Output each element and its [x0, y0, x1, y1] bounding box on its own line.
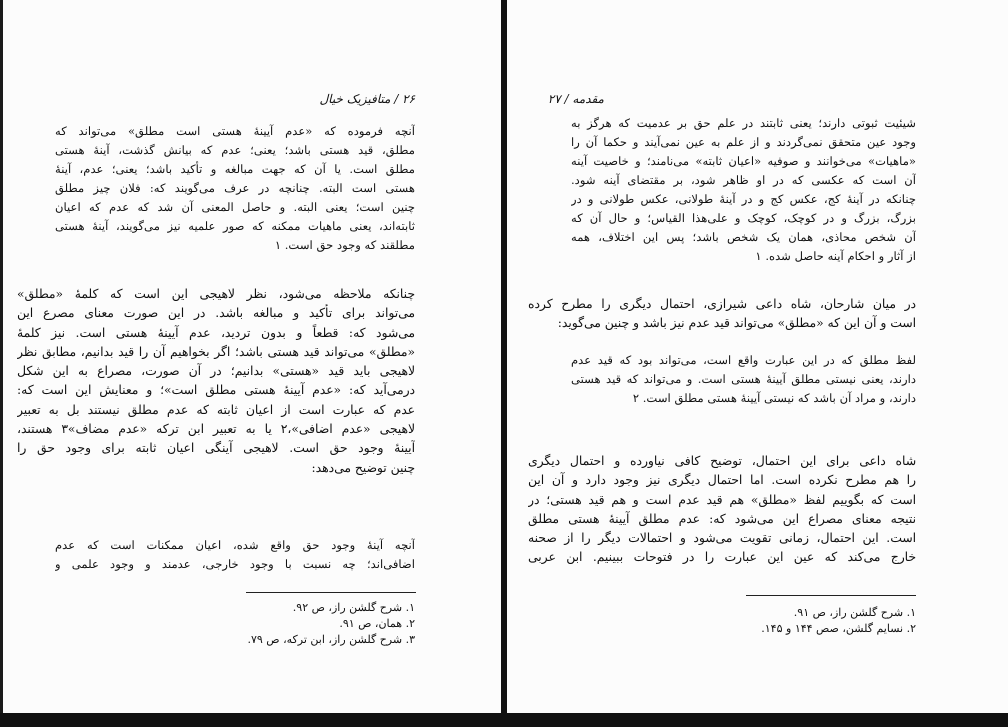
text-line: آیینهٔ وجود حق است. لاهیجی آینگی اعیان ثابته برای وجود حق را — [17, 441, 415, 456]
text-line: است که بگوییم لفظ «مطلق» هم قید عدم است و هم قید هستی؛ در — [528, 492, 916, 507]
text-line: آن است که عکسی که در او ظاهر شود، بر مقتضای آینه شود. — [571, 173, 916, 187]
footnote: ۳. شرح گلشن راز، ابن ترکه، ص ۷۹. — [247, 633, 415, 646]
right-paragraph-4 — [528, 452, 916, 568]
running-header-right: مقدمه / ۲۷ — [547, 92, 604, 106]
text-line: هستی است البته. چنانچه در عرف می‌گویند که: فلان چیز مطلق — [55, 181, 415, 195]
text-line: در میان شارحان، شاه داعی شیرازی، احتمال دیگری را مطرح کرده — [528, 297, 916, 311]
text-line: مطلقند که وجود حق است. ۱ — [274, 238, 415, 252]
text-line: اضافی‌اند؛ چه نسبت با وجود خارجی، عدمند و وجود علمی و — [55, 557, 415, 571]
text-line: عدم که عبارت است از اعیان ثابته که عدم مطلق نیستند بل به تعبیر — [17, 402, 415, 417]
text-line: دارند، یعنی نیستی مطلق آیینهٔ هستی است. و می‌تواند که قید هستی — [571, 372, 916, 386]
text-line: وجود عین متحقق نمی‌گردند و از علم به عین نمی‌آیند و حکما آن را — [571, 135, 916, 149]
right-footnotes — [761, 605, 916, 637]
text-line: چنانکه در آینهٔ کج، عکس کج و در آینهٔ طولانی، عکس طولانی و در — [571, 192, 916, 206]
text-line: است و آن این که «مطلق» می‌تواند قید عدم نیز باشد و چنین می‌گوید: — [557, 316, 916, 331]
right-paragraph-3-quote — [571, 351, 916, 408]
footnote: ۲. نسایم گلشن، صص ۱۴۴ و ۱۴۵. — [761, 622, 916, 635]
text-line: شیئیت ثبوتی دارند؛ یعنی ثابتند در علم حق بر عدمیت که هرگز به — [571, 116, 916, 130]
text-line: «مطلق» می‌تواند قید هستی باشد؛ اگر بخواهیم آن را قید بدانیم، مطابق نظر — [17, 344, 415, 359]
text-line: آن شخص محاذی، همان یک شخص باشد؛ پس این اختلاف، همه — [571, 230, 916, 244]
left-paragraph-3-quote — [55, 536, 415, 574]
footnote: ۱. شرح گلشن راز، ص ۹۲. — [292, 601, 415, 614]
scan-bottom-edge — [0, 713, 1008, 727]
text-line: شاه داعی برای این احتمال، توضیح کافی نیاورده و احتمال دیگری — [528, 454, 916, 468]
text-line: خارج می‌کند که عین این عبارت را در فتوحات ببینیم. ابن عربی — [528, 550, 916, 565]
footnote-separator — [246, 592, 416, 593]
footnote: ۲. همان، ص ۹۱. — [339, 617, 415, 630]
text-line: ثابته‌اند، یعنی ماهیات ممکنه که صور علمیه نیز می‌گویند، آینهٔ هستی — [55, 219, 415, 233]
text-line: آنچه آینهٔ وجود حق واقع شده، اعیان ممکنات است که عدم — [55, 538, 415, 552]
text-line: لاهیجی «عدم اضافی»،۲ یا به تعبیر ابن ترکه «عدم مضاف»۳ هستند، — [17, 422, 415, 437]
left-page — [3, 0, 501, 713]
text-line: نتیجه معنای مصراع این می‌شود که: عدم مطلق آیینهٔ هستی مطلق — [528, 511, 916, 526]
footnote-separator — [746, 595, 916, 596]
text-line: «ماهیات» می‌خوانند و صوفیه «اعیان ثابته» می‌نامند؛ و خاصیت آینه — [571, 154, 916, 168]
text-line: درمی‌آید که: «عدم آیینهٔ هستی مطلق است»؛ و معنایش این است که: — [17, 383, 415, 398]
text-line: بزرگ، بزرگ و در کوچک، کوچک و علی‌هذا القیاس؛ و حال آن که — [571, 211, 916, 225]
text-line: لاهیجی باید قید «هستی» بدانیم؛ در آن صورت، مصراع به این شکل — [17, 364, 415, 379]
text-line: چنین است؛ یعنی البته. و حاصل المعنی آن شد که عدم که اعیان — [55, 200, 415, 214]
text-line: آنچه فرموده که «عدم آیینهٔ هستی است مطلق» می‌تواند که — [55, 124, 415, 138]
text-line: می‌تواند برای تأکید و مبالغه باشد. در این صورت معنای مصرع این — [17, 306, 415, 321]
left-paragraph-2 — [17, 285, 415, 478]
text-line: می‌شود که: قطعاً و بدون تردید، عدم آیینهٔ هستی است. نیز کلمهٔ — [17, 325, 415, 340]
left-footnotes — [247, 600, 415, 648]
running-header-left: ۲۶ / متافیزیک خیال — [319, 92, 415, 106]
text-line: چنانکه ملاحظه می‌شود، نظر لاهیجی این است که کلمهٔ «مطلق» — [17, 287, 415, 301]
text-line: از آثار و احکام آینه حاصل شده. ۱ — [755, 249, 916, 263]
text-line: مطلق، قید هستی باشد؛ یعنی؛ عدم که بیانش گذشت، آینهٔ هستی — [55, 143, 415, 157]
right-paragraph-1-quote — [571, 114, 916, 266]
text-line: را هم مطرح نکرده است. اما احتمال دیگری نیز وجود دارد و آن این — [528, 473, 916, 488]
left-paragraph-1-quote — [55, 122, 415, 255]
text-line: دارند، و مراد آن باشد که نیستی آیینهٔ هستی مطلق است. ۲ — [632, 391, 916, 405]
text-line: چنین توضیح می‌دهد: — [311, 460, 415, 475]
right-page — [507, 0, 1008, 713]
text-line: است. این احتمال، زمانی تقویت می‌شود و احتمالات دیگر را از صحنه — [528, 531, 916, 546]
right-paragraph-2 — [528, 295, 916, 334]
footnote: ۱. شرح گلشن راز، ص ۹۱. — [793, 606, 916, 619]
text-line: لفظ مطلق که در این عبارت واقع است، می‌تواند بود که قید عدم — [571, 353, 916, 367]
text-line: مطلق است. یا آن که جهت مبالغه و تأکید باشد؛ یعنی؛ عدم، آینهٔ — [55, 162, 415, 176]
